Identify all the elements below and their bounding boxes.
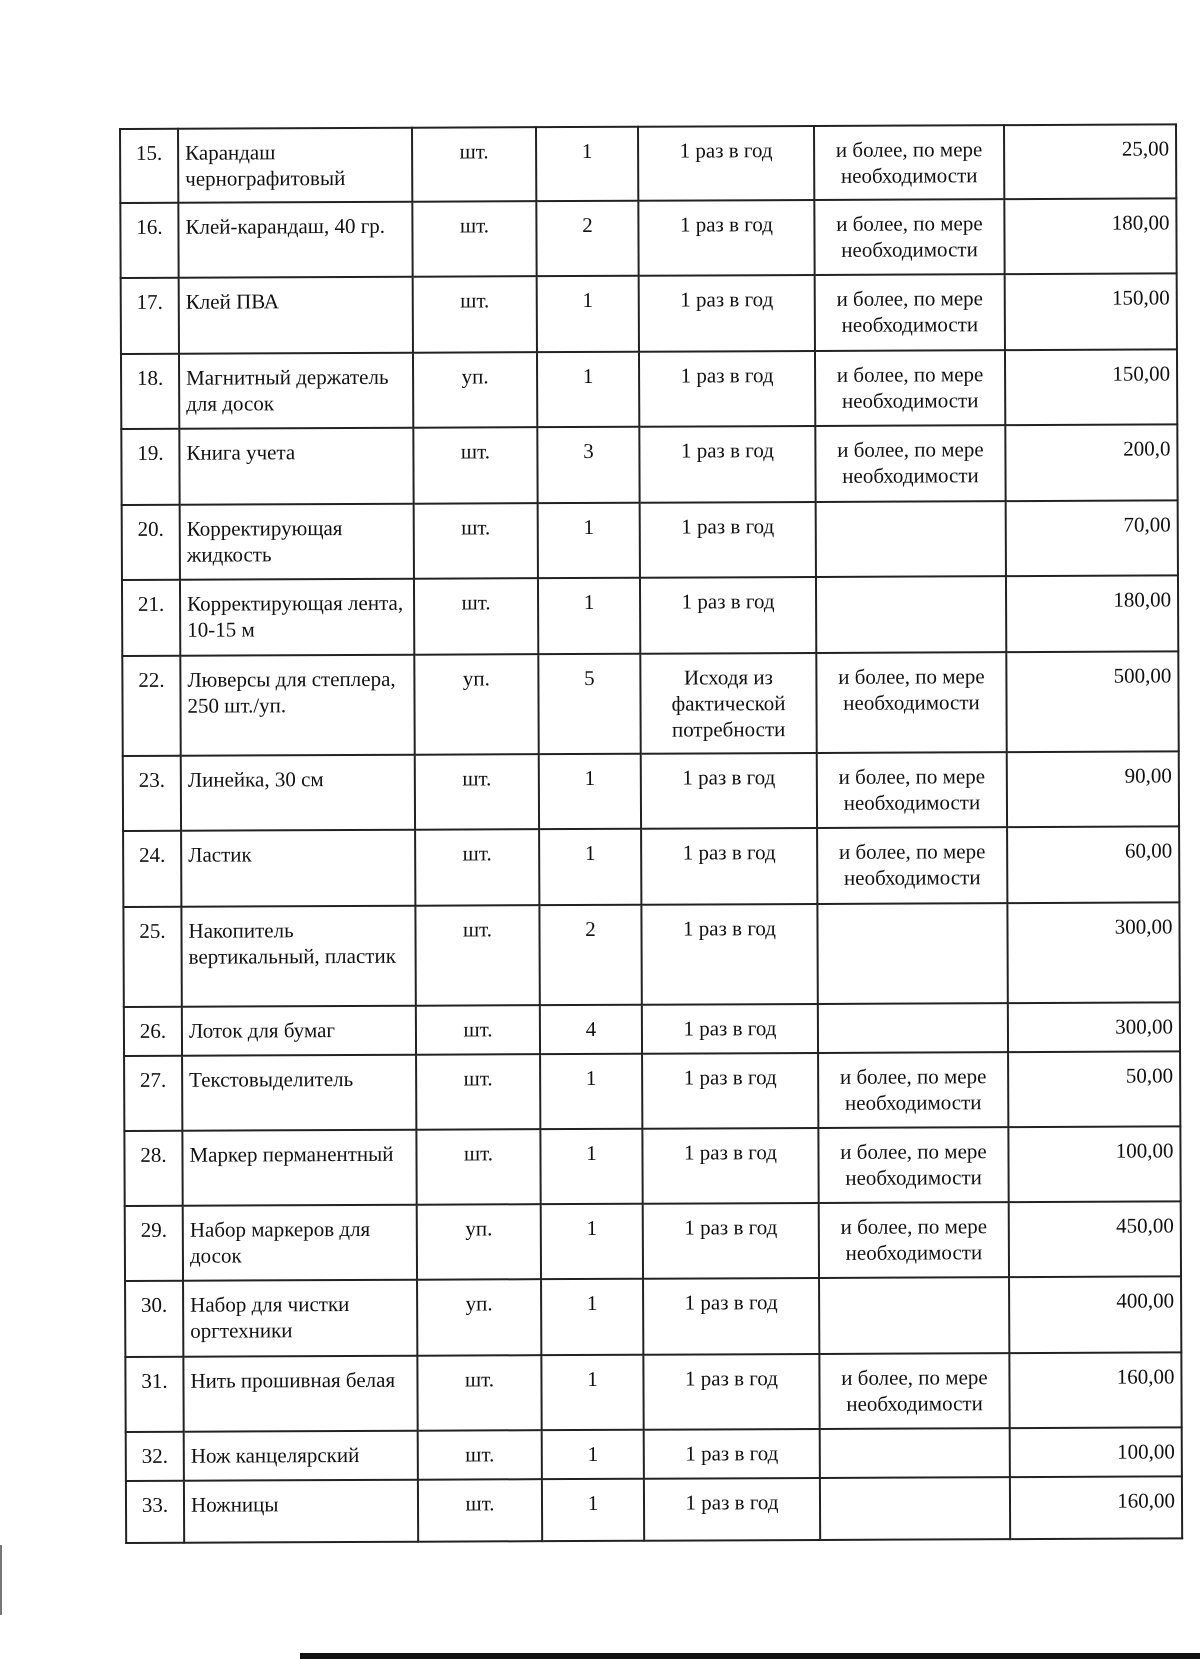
row-number: 19. — [121, 429, 179, 505]
row-number: 27. — [124, 1056, 182, 1131]
item-frequency: 1 раз в год — [643, 1278, 819, 1355]
row-number: 25. — [123, 907, 181, 1007]
item-price: 90,00 — [1007, 751, 1179, 827]
item-unit: шт. — [415, 905, 539, 1006]
item-name: Клей-карандаш, 40 гр. — [178, 202, 412, 278]
row-number: 26. — [124, 1007, 182, 1056]
item-price: 450,00 — [1009, 1201, 1181, 1277]
item-name: Корректирующая лента, 10-15 м — [180, 579, 414, 656]
row-number: 15. — [120, 129, 178, 203]
item-quantity: 1 — [542, 1479, 644, 1541]
item-note — [816, 576, 1006, 653]
row-number: 22. — [122, 656, 180, 756]
item-name: Маркер перманентный — [182, 1130, 416, 1206]
item-quantity: 1 — [539, 754, 641, 829]
item-unit: шт. — [415, 754, 539, 830]
item-quantity: 1 — [537, 276, 639, 352]
item-name: Текстовыделитель — [182, 1055, 416, 1131]
item-frequency: 1 раз в год — [643, 1354, 819, 1430]
item-frequency: 1 раз в год — [639, 351, 815, 427]
item-price: 160,00 — [1009, 1352, 1181, 1428]
row-number: 32. — [126, 1432, 184, 1481]
item-quantity: 2 — [536, 201, 638, 276]
item-price: 100,00 — [1010, 1427, 1182, 1477]
item-name: Люверсы для степлера, 250 шт./уп. — [180, 655, 414, 756]
table-row — [124, 1126, 1180, 1206]
item-name: Ножницы — [184, 1480, 418, 1543]
item-name: Ластик — [181, 830, 415, 907]
item-price: 150,00 — [1005, 349, 1177, 425]
row-number: 18. — [121, 354, 179, 429]
item-note: и более, по мере необходимости — [819, 1202, 1009, 1278]
table-row — [125, 1352, 1181, 1432]
item-frequency: 1 раз в год — [642, 1004, 818, 1054]
item-quantity: 1 — [539, 829, 641, 905]
item-note: и более, по мере необходимости — [817, 752, 1007, 828]
item-name: Накопитель вертикальный, пластик — [181, 906, 415, 1007]
item-frequency: 1 раз в год — [644, 1429, 820, 1479]
table-row — [124, 1051, 1180, 1131]
item-quantity: 1 — [536, 127, 638, 201]
item-unit: уп. — [413, 352, 537, 428]
item-unit: уп. — [414, 654, 538, 755]
item-frequency: 1 раз в год — [641, 828, 817, 905]
item-note: и более, по мере необходимости — [815, 350, 1005, 426]
item-unit: шт. — [416, 1054, 540, 1130]
item-name: Нить прошивная белая — [183, 1356, 417, 1432]
item-price: 180,00 — [1004, 198, 1176, 274]
item-quantity: 1 — [541, 1279, 643, 1355]
item-note: и более, по мере необходимости — [815, 425, 1005, 502]
row-number: 33. — [126, 1481, 184, 1543]
item-quantity: 1 — [542, 1430, 644, 1479]
item-name: Набор маркеров для досок — [183, 1205, 417, 1281]
item-price: 180,00 — [1006, 575, 1178, 652]
item-note — [819, 1277, 1009, 1354]
item-note: и более, по мере необходимости — [818, 1052, 1008, 1128]
table-row — [126, 1476, 1182, 1543]
item-name: Корректирующая жидкость — [180, 504, 414, 580]
table-row — [125, 1201, 1181, 1281]
item-note: и более, по мере необходимости — [816, 652, 1006, 753]
table-row — [120, 124, 1176, 203]
item-unit: шт. — [413, 427, 537, 504]
item-unit: шт. — [413, 276, 537, 353]
table-row — [121, 424, 1177, 505]
item-frequency: 1 раз в год — [642, 1128, 818, 1204]
item-unit: уп. — [417, 1279, 541, 1356]
item-unit: шт. — [414, 578, 538, 655]
table-row — [122, 575, 1178, 656]
item-quantity: 1 — [537, 352, 639, 427]
item-note: и более, по мере необходимости — [814, 125, 1004, 200]
item-unit: уп. — [417, 1204, 541, 1280]
table-row — [123, 902, 1179, 1007]
row-number: 16. — [120, 203, 178, 278]
table-row — [120, 198, 1176, 278]
item-frequency: 1 раз в год — [639, 426, 815, 503]
item-frequency: Исходя из фактической потребности — [640, 653, 816, 754]
item-price: 150,00 — [1005, 273, 1177, 350]
item-frequency: 1 раз в год — [640, 502, 816, 578]
row-number: 28. — [124, 1131, 182, 1206]
item-name: Карандаш чернографитовый — [178, 128, 412, 203]
item-note — [820, 1477, 1010, 1540]
row-number: 24. — [123, 831, 181, 907]
item-frequency: 1 раз в год — [643, 1203, 819, 1279]
item-price: 200,0 — [1005, 424, 1177, 501]
table-row — [122, 651, 1178, 756]
item-quantity: 1 — [538, 503, 640, 578]
item-quantity: 1 — [541, 1355, 643, 1430]
item-frequency: 1 раз в год — [641, 753, 817, 829]
item-name: Нож канцелярский — [184, 1431, 418, 1481]
item-note: и более, по мере необходимости — [814, 199, 1004, 275]
item-price: 160,00 — [1010, 1476, 1182, 1539]
item-name: Магнитный держатель для досок — [179, 353, 413, 429]
item-price: 100,00 — [1008, 1126, 1180, 1202]
item-price: 500,00 — [1006, 651, 1178, 752]
item-quantity: 1 — [540, 1054, 642, 1129]
item-note: и более, по мере необходимости — [817, 827, 1007, 904]
item-note — [816, 501, 1006, 577]
item-name: Клей ПВА — [179, 277, 413, 354]
table-row — [122, 500, 1178, 580]
item-frequency: 1 раз в год — [639, 275, 815, 352]
item-frequency: 1 раз в год — [641, 904, 817, 1005]
item-quantity: 1 — [540, 1129, 642, 1204]
item-unit: шт. — [416, 1005, 540, 1055]
scan-edge-mark — [0, 1545, 2, 1615]
item-quantity: 5 — [538, 654, 640, 754]
row-number: 17. — [121, 278, 179, 354]
row-number: 21. — [122, 580, 180, 656]
item-note: и более, по мере необходимости — [819, 1353, 1009, 1429]
item-unit: шт. — [416, 1129, 540, 1205]
row-number: 29. — [125, 1206, 183, 1281]
table-row — [125, 1276, 1181, 1357]
item-unit: шт. — [417, 1355, 541, 1431]
item-frequency: 1 раз в год — [644, 1478, 820, 1541]
table-row — [124, 1002, 1180, 1056]
row-number: 30. — [125, 1281, 183, 1357]
item-unit: шт. — [415, 829, 539, 906]
table-row — [126, 1427, 1182, 1481]
table-row — [121, 349, 1177, 429]
item-price: 70,00 — [1006, 500, 1178, 576]
item-unit: шт. — [412, 201, 536, 277]
table-row — [121, 273, 1177, 354]
item-quantity: 4 — [540, 1005, 642, 1054]
table-body — [120, 124, 1182, 1543]
item-price: 60,00 — [1007, 826, 1179, 903]
item-name: Лоток для бумаг — [182, 1006, 416, 1056]
item-note — [820, 1428, 1010, 1478]
item-frequency: 1 раз в год — [640, 577, 816, 654]
item-price: 50,00 — [1008, 1051, 1180, 1127]
item-price: 300,00 — [1007, 902, 1179, 1003]
item-quantity: 1 — [541, 1204, 643, 1279]
row-number: 23. — [123, 756, 181, 831]
item-quantity: 3 — [537, 427, 639, 503]
item-frequency: 1 раз в год — [642, 1053, 818, 1129]
row-number: 31. — [125, 1357, 183, 1432]
table-row — [123, 826, 1179, 907]
item-frequency: 1 раз в год — [638, 126, 814, 201]
bottom-scan-border — [300, 1653, 1200, 1659]
item-unit: шт. — [418, 1479, 542, 1542]
item-note — [817, 903, 1007, 1004]
item-unit: шт. — [414, 503, 538, 579]
row-number: 20. — [122, 505, 180, 580]
item-name: Линейка, 30 см — [181, 755, 415, 831]
item-note: и более, по мере необходимости — [818, 1127, 1008, 1203]
table-row — [123, 751, 1179, 831]
item-unit: шт. — [418, 1430, 542, 1480]
item-price: 25,00 — [1004, 124, 1176, 199]
item-name: Книга учета — [179, 428, 413, 505]
item-note: и более, по мере необходимости — [815, 274, 1005, 351]
item-quantity: 2 — [539, 905, 641, 1005]
item-price: 300,00 — [1008, 1002, 1180, 1052]
item-quantity: 1 — [538, 578, 640, 654]
item-unit: шт. — [412, 127, 536, 202]
item-frequency: 1 раз в год — [638, 200, 814, 276]
item-name: Набор для чистки оргтехники — [183, 1280, 417, 1357]
item-note — [818, 1003, 1008, 1053]
supplies-table — [119, 123, 1183, 1544]
item-price: 400,00 — [1009, 1276, 1181, 1353]
